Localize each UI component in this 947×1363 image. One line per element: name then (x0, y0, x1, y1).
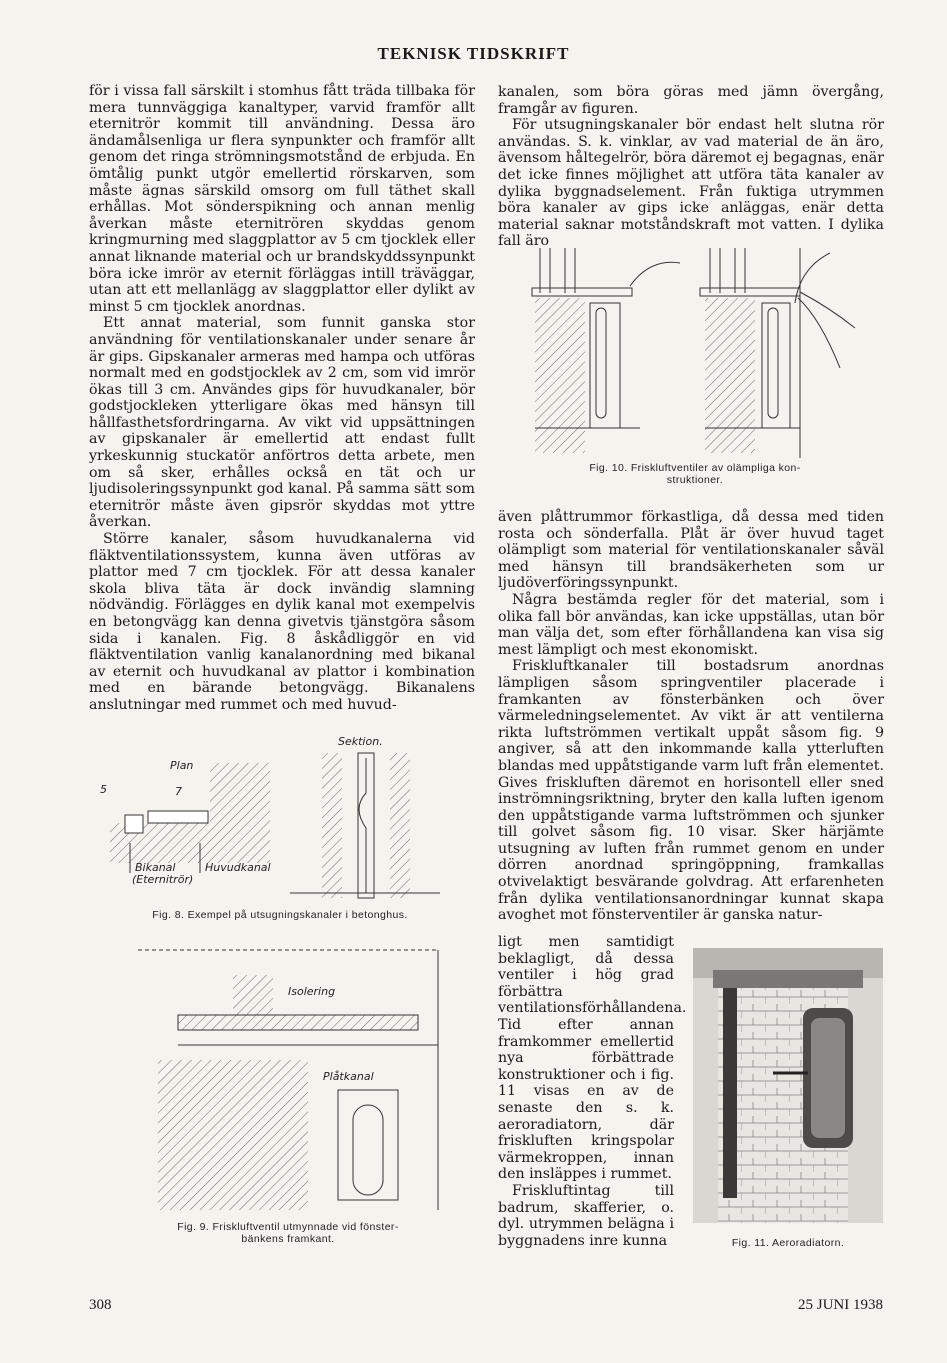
label-sektion: Sektion. (338, 735, 383, 748)
paragraph: för i vissa fall särskilt i stomhus fått träda tillbaka för mera tunnväggiga kanaltyper, varvid framför allt eternitrör kommit till användning. Dessa äro ändamålsenliga ur flera synpunkter och framför allt genom det ringa strömningsmotstånd de erbjuda. En ömtålig punkt utgör emellertid rörskarven, som måste ägnas särskild omsorg om full täthet skall erhållas. Mot sönderspikning och annan menlig åverkan måste eternitrören skyddas genom kringmurning med slaggplattor av 5 cm tjocklek eller annat liknande material och ur brandskyddssynpunkt böra icke imrör av eternit förläggas intill träväggar, utan att ett mellanlägg av slaggplattor eller dylikt av minst 5 cm tjocklek anordnas. (89, 83, 475, 315)
label-5: 5 (100, 783, 107, 796)
caption-line: bänkens framkant. (241, 1233, 335, 1245)
label-huvudkanal: Huvudkanal (205, 861, 271, 874)
paragraph: Några bestämda regler för det material, som i olika fall bör användas, kan icke uppställas, utan bör man välja det, som efter förhållandena kan visa sig mest lämpligt och mest ekonomiskt. (498, 591, 884, 658)
left-column (89, 83, 475, 714)
figure-8-drawing (90, 733, 470, 903)
paragraph: kanalen, som böra göras med jämn övergång, framgår av figuren. (498, 84, 884, 117)
paragraph: För utsugningskanaler bör endast helt slutna rör användas. S. k. vinklar, av vad material de än äro, ävensom håltegelrör, böra däremot ej begagnas, enär det icke finnes möjlighet att utföra täta kanaler av dylika byggnadselement. Från fuktiga utrymmen böra kanaler av gips icke anläggas, enär detta material saknar motståndskraft mot vatten. I dylika fall äro (498, 117, 884, 250)
label-plan: Plan (170, 759, 194, 772)
caption-line: struktioner. (666, 474, 724, 486)
figure-11-photo (693, 948, 883, 1223)
label-bikanal: Bikanal (135, 861, 176, 874)
figure-9-drawing (118, 945, 458, 1215)
right-column-top (498, 84, 884, 250)
paragraph: ligt men samtidigt beklagligt, då dessa ventiler i hög grad förbättra ventilationsförhållandena. Tid efter annan framkommer emellertid nya förbättrade konstruktioner och i fig. 11 visas en av de senaste den s. k. aeroradiatorn, där friskluften kringspolar värmekroppen, innan den insläppes i rummet. (498, 934, 687, 1183)
figure-10-caption (530, 462, 860, 486)
label-7: 7 (175, 785, 182, 798)
caption-line: Fig. 10. Friskluftventiler av olämpliga kon- (589, 462, 801, 474)
caption-line: Fig. 9. Friskluftventil utmynnade vid fönster- (177, 1221, 399, 1233)
paragraph: Större kanaler, såsom huvudkanalerna vid fläktventilationssystem, kunna även utföras av plattor med 7 cm tjocklek. För att dessa kanaler skola bliva täta är dock invändig slamning nödvändig. Förlägges en dylik kanal mot exempelvis en betongvägg kan denna givetvis tjänstgöra såsom sida i kanalen. Fig. 8 åskådliggör en vid fläktventilation vanlig kanalanordning med bikanal av eternit och huvudkanal av plattor i kombination med en bärande betongvägg. Bikanalens anslutningar med rummet och med huvud- (89, 531, 475, 713)
paragraph: även plåttrummor förkastliga, då dessa med tiden rosta och sönderfalla. Plåt är över huvud taget olämpligt som material för ventilationskanaler såväl med hänsyn till brandsäkerheten som ur ljudöverföringssynpunkt. (498, 509, 884, 592)
paragraph: Friskluftintag till badrum, skafferier, o. dyl. utrymmen belägna i byggnadens inre kunna (498, 1182, 674, 1249)
figure-10-drawing (530, 248, 860, 458)
right-column-mid (498, 509, 884, 924)
figure-8-caption: Fig. 8. Exempel på utsugningskanaler i betonghus. (152, 909, 408, 921)
paragraph: Friskluftkanaler till bostadsrum anordnas lämpligen såsom springventiler placerade i framkanten av fönsterbänken och över värmeledningselementet. Av vikt är att ventilerna rikta luftströmmen vertikalt uppåt såsom fig. 9 angiver, så att den inkommande kalla ytterluften blandas med uppåtstigande varm luft från elementet. Gives friskluften däremot en horisontell eller sned inströmningsriktning, bryter den kalla luften igenom den uppåtstigande varma luftströmmen och sjunker till golvet såsom fig. 10 visar. Sker härjämte utsugning av luften från rummet genom en under dörren anordnad springöppning, framkallas otvivelaktigt besvärande golvdrag. Att erfarenheten från dylika ventilationsanordningar kunnat skapa avoghet mot fönsterventiler är ganska natur- (498, 658, 884, 924)
paragraph: Ett annat material, som funnit ganska stor användning för ventilationskanaler under senare år är gips. Gipskanaler armeras med hampa och utföras normalt med en godstjocklek av 2 cm, som vid imrör ökas till 3 cm. Användes gips för huvudkanaler, bör godstjockleken ytterligare ökas med hänsyn till hållfasthetsfordringarna. Av vikt vid uppsättningen av gipskanaler är emellertid att endast fullt yrkeskunnig stuckatör anförtros detta arbete, men om så sker, erhålles också en tät och ur ljudisoleringssynpunkt god kanal. På samma sätt som eternitrör måste även gipsrör skyddas mot yttre åverkan. (89, 315, 475, 531)
label-eternitror: (Eternitrör) (132, 873, 194, 886)
masthead: TEKNISK TIDSKRIFT (377, 44, 570, 63)
right-column-wrap (498, 934, 687, 1249)
figure-11-caption: Fig. 11. Aeroradiatorn. (731, 1237, 845, 1249)
label-isolering: Isolering (288, 985, 336, 998)
issue-date: 25 JUNI 1938 (798, 1297, 883, 1313)
page-number: 308 (89, 1297, 112, 1313)
figure-9-caption (118, 1221, 458, 1245)
label-platkanal: Plåtkanal (323, 1070, 374, 1083)
